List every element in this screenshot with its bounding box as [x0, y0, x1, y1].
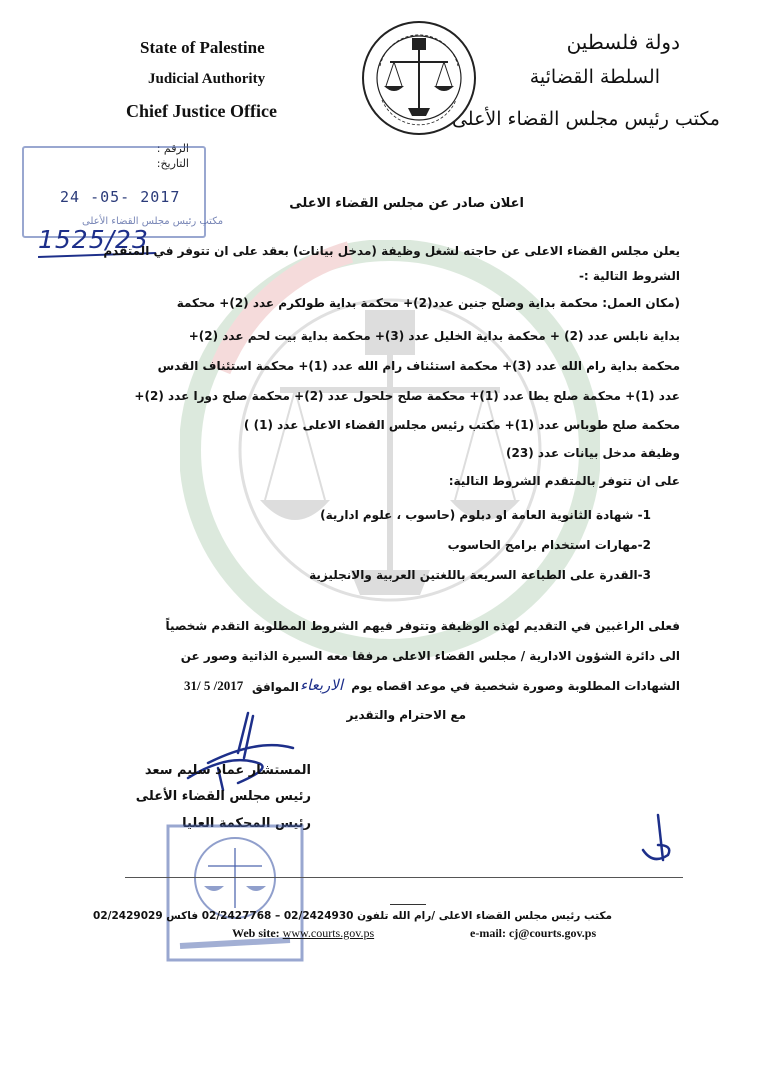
body-line: عدد (1)+ محكمة صلح يطا عدد (1)+ محكمة صلح حلحول عدد (2)+ محكمة صلح دورا عدد (2)+ [134, 389, 680, 403]
announcement-title: اعلان صادر عن مجلس القضاء الاعلى [289, 196, 524, 211]
deadline-date: 31/ 5 /2017 [184, 678, 244, 693]
footer-rule [125, 877, 683, 878]
body-line: وظيفة مدخل بيانات عدد (23) [506, 446, 680, 460]
english-state-name: State of Palestine [140, 38, 265, 57]
date-label: التاريخ: [156, 157, 189, 170]
judicial-authority-logo [360, 16, 478, 140]
handwritten-signature [178, 708, 298, 793]
website-link[interactable]: www.courts.gov.ps [282, 926, 375, 940]
footer-website [232, 926, 374, 941]
arabic-state-name: دولة فلسطين [566, 30, 680, 54]
closing-line: الشهادات المطلوبة وصورة شخصية في موعد اقصاه يوم [351, 679, 680, 693]
official-seal [160, 818, 310, 968]
condition-item: 3-القدرة على الطباعة السريعة باللغتين العربية والانجليزية [309, 568, 651, 582]
closing-line: الى دائرة الشؤون الادارية / مجلس القضاء الاعلى مرفقا معه السيرة الذاتية وصور عن [180, 649, 680, 663]
body-line: يعلن مجلس القضاء الاعلى عن حاجته لشغل وظيفة (مدخل بيانات) بعقد على ان تتوفر في المتقدم [103, 244, 680, 258]
english-judicial-authority: Judicial Authority [148, 71, 266, 87]
arabic-office-name: مكتب رئيس مجلس القضاء الأعلى [451, 108, 720, 130]
body-line: بداية نابلس عدد (2) + محكمة بداية الخليل عدد (3)+ محكمة بداية بيت لحم عدد (2)+ [188, 329, 680, 343]
body-line: (مكان العمل: محكمة بداية وصلح جنين عدد(2)+ محكمة بداية طولكرم عدد (2)+ محكمة [176, 296, 680, 310]
signatory-name: المستشار عماد سليم سعد [144, 763, 311, 778]
stamp-organization: مكتب رئيس مجلس القضاء الأعلى [82, 216, 224, 227]
closing-line: فعلى الراغبين في التقديم لهذه الوظيفة وتتوفر فيهم الشروط المطلوبة التقدم شخصياً [165, 619, 680, 633]
deadline-day: الاربعاء [300, 676, 344, 694]
deadline-label: الموافق [252, 680, 299, 694]
handwritten-initial [628, 810, 688, 870]
email-address[interactable]: cj@courts.gov.ps [508, 926, 597, 940]
handwritten-reference-number: 1525/23 [38, 225, 149, 254]
english-office-name: Chief Justice Office [126, 101, 277, 121]
body-line: الشروط التالية :- [578, 269, 680, 283]
body-line: محكمة بداية رام الله عدد (3)+ محكمة استئناف رام الله عدد (1)+ محكمة استئناف القدس [157, 359, 680, 373]
body-line: على ان تتوفر بالمتقدم الشروط التالية: [448, 474, 680, 488]
condition-item: 1- شهادة الثانوية العامة او دبلوم (حاسوب ، علوم ادارية) [320, 508, 651, 522]
website-label: Web site: [232, 926, 280, 940]
footer-address: مكتب رئيس مجلس القضاء الاعلى /رام الله تلفون 02/2424930 – 02/2427768 فاكس 02/2429029 [93, 910, 612, 922]
reference-label: الرقم : [156, 142, 189, 155]
body-line: محكمة صلح طوباس عدد (1)+ مكتب رئيس مجلس القضاء الاعلى عدد (1) ) [243, 418, 680, 432]
footer-email [470, 926, 596, 941]
signatory-title-2: رئيس المحكمة العليا [182, 816, 311, 831]
condition-item: 2-مهارات استخدام برامج الحاسوب [447, 538, 651, 552]
email-label: e-mail: [470, 926, 506, 940]
signatory-title-1: رئيس مجلس القضاء الأعلى [135, 789, 311, 804]
regards-line: مع الاحترام والتقدير [346, 708, 466, 722]
stamp-date: 24 -05- 2017 [60, 188, 181, 206]
arabic-judicial-authority: السلطة القضائية [529, 66, 660, 88]
footer-short-rule [390, 904, 426, 905]
